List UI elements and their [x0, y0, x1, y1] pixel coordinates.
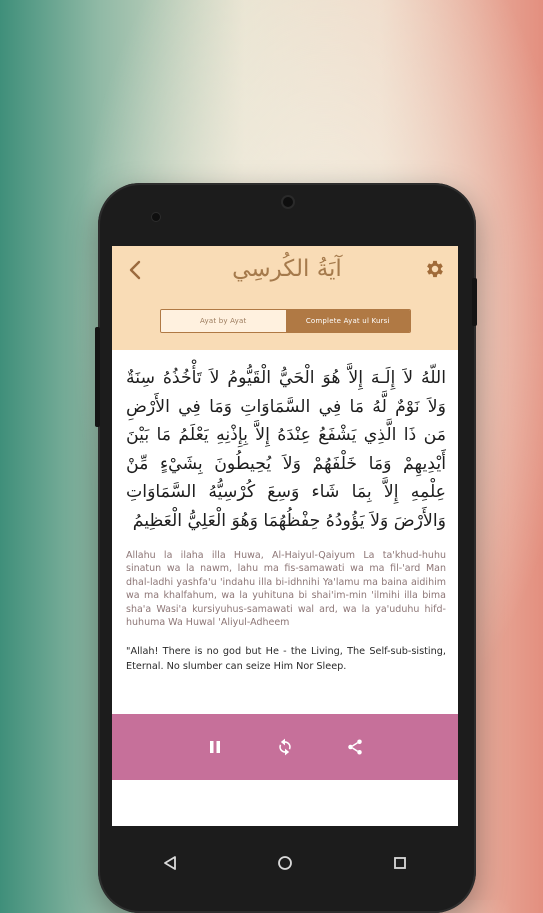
phone-frame [98, 183, 476, 913]
tab-ayat-by-ayat[interactable]: Ayat by Ayat [161, 310, 286, 332]
app-screen [112, 246, 458, 826]
share-icon[interactable] [344, 736, 366, 758]
volume-button [95, 327, 100, 427]
app-header [112, 246, 458, 350]
page-title: آيَةُ الكُرسِي [232, 256, 342, 282]
arabic-verse: اللّهُ لاَ إِلَـهَ إِلاَّ هُوَ الْحَيُّ الْقَيُّومُ لاَ تَأْخُذُهُ سِنَةٌ وَلاَ نَوْمٌ لَّهُ مَا فِي السَّمَاوَاتِ وَمَا فِي الأَرْضِ مَن ذَا الَّذِي يَشْفَعُ عِنْدَهُ إِلاَّ بِإِذْنِهِ يَعْلَمُ مَا بَيْنَ أَيْدِيهِمْ وَمَا خَلْفَهُمْ وَلاَ يُحِيطُونَ بِشَيْءٍ مِّنْ عِلْمِهِ إِلاَّ بِمَا شَاء وَسِعَ كُرْسِيُّهُ السَّمَاوَاتِ وَالأَرْضَ وَلاَ يَؤُودُهُ حِفْظُهُمَا وَهُوَ الْعَلِيُّ الْعَظِيمُ [126, 368, 446, 531]
segmented-tabs [160, 309, 411, 333]
transliteration-text: Allahu la ilaha illa Huwa, Al-Haiyul-Qaiyum La ta'khud-huhu sinatun wa la nawm, lahu ma fis-samawati wa ma fil-'ard Man dhal-ladhi yashfa'u 'indahu illa bi-idhnihi Ya'lamu ma baina aidihim wa ma khalfahum, wa la yuhituna bi shai'im-min 'ilmihi illa bima sha'a Wasi'a kursiyuhus-samawati wal ard, wa la ya'uduhu hifd-huhuma Wa Huwal 'Aliyul-Adheem [126, 550, 446, 629]
translation-text: "Allah! There is no god but He - the Living, The Self-sub-sisting, Eternal. No slumber can seize Him Nor Sleep. [126, 646, 446, 672]
home-circle-icon[interactable] [275, 853, 295, 873]
audio-player-bar [112, 714, 458, 780]
pause-icon[interactable] [204, 736, 226, 758]
front-camera [152, 213, 160, 221]
gear-icon[interactable] [424, 258, 446, 280]
verse-content [112, 350, 458, 674]
tab-complete-ayat-ul-kursi[interactable]: Complete Ayat ul Kursi [286, 310, 411, 332]
android-nav-bar [112, 833, 458, 893]
power-button [472, 278, 477, 326]
back-triangle-icon[interactable] [160, 853, 180, 873]
recents-square-icon[interactable] [390, 853, 410, 873]
repeat-icon[interactable] [274, 736, 296, 758]
back-chevron-icon[interactable] [126, 258, 146, 282]
front-speaker [283, 197, 293, 207]
